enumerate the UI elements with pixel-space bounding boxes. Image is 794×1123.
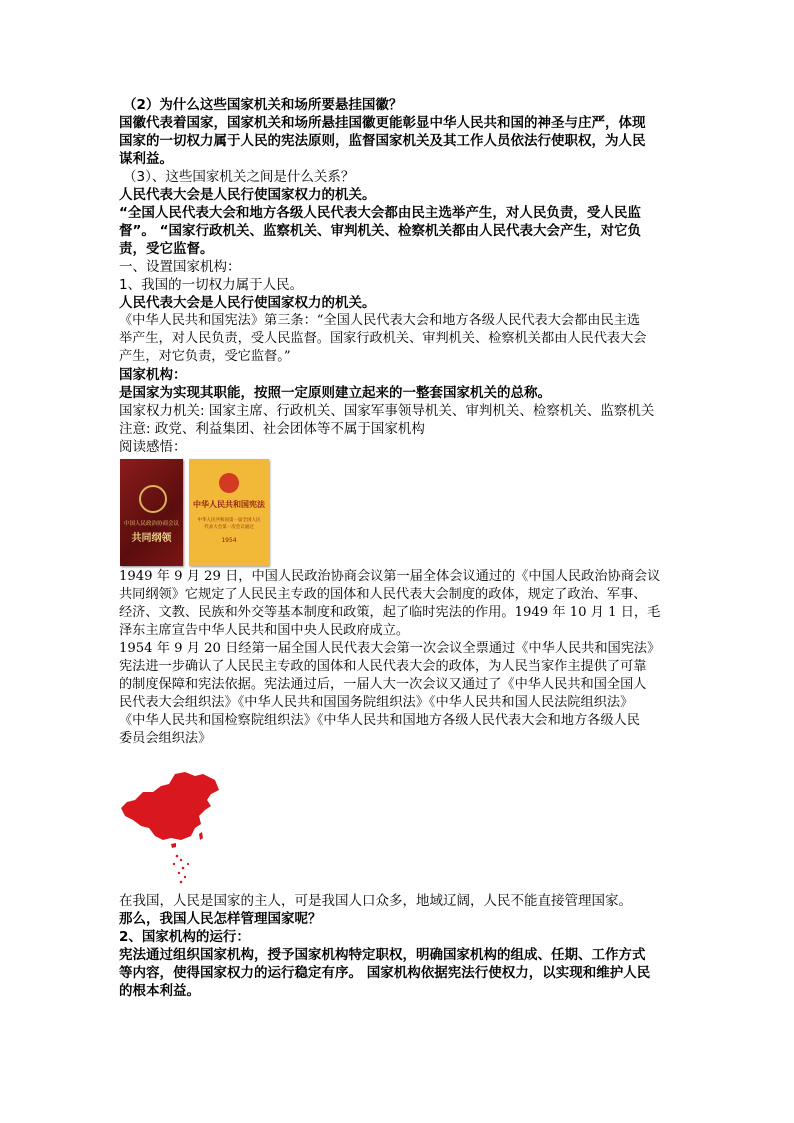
- china-map-image: [119, 770, 223, 888]
- emblem-icon: [139, 485, 167, 513]
- book2-small-text: 中华人民共和国第一届全国人民代表大会第一次会议通过: [197, 518, 261, 530]
- answer-line: 国家的一切权力属于人民的宪法原则，监督国家机关及其工作人员依法行使职权，为人民: [119, 133, 646, 149]
- constitution-quote: 举产生，对人民负责，受人民监督。国家行政机关、审判机关、检察机关都由人民代表大会: [119, 331, 647, 346]
- text-line: 1、我国的一切权力属于人民。: [119, 277, 304, 293]
- quote-line: “全国人民代表大会和地方各级人民代表大会都由民主选举产生，对人民负责，受人民监: [119, 205, 641, 221]
- history-line: 委员会组织法》: [119, 731, 212, 746]
- quote-line: 督”。 “国家行政机关、监察机关、审判机关、检察机关都由人民代表大会产生，对它负: [119, 223, 641, 239]
- bold-statement: 人民代表大会是人民行使国家权力的机关。: [119, 187, 376, 203]
- question-2: （2）为什么这些国家机关和场所要悬挂国徽？: [123, 97, 403, 113]
- south-sea-islands: [173, 855, 189, 884]
- constitution-quote: 《中华人民共和国宪法》第三条：“全国人民代表大会和地方各级人民代表大会都由民主选: [119, 313, 641, 328]
- book2-year: 1954: [221, 537, 237, 544]
- answer-line: 国徽代表着国家，国家机关和场所悬挂国徽更能彰显中华人民共和国的神圣与庄严，体现: [119, 115, 646, 131]
- history-line: 宪法进一步确认了人民民主专政的国体和人民代表大会的政体，为人民当家作主提供了可靠: [119, 659, 647, 674]
- history-line: 1954 年 9 月 20 日经第一届全国人民代表大会第一次会议全票通过《中华人民共和国宪法》: [119, 641, 661, 656]
- section-heading: 2、国家机构的运行：: [119, 929, 250, 945]
- history-line: 泽东主席宣告中华人民共和国中央人民政府成立。: [119, 623, 410, 638]
- hainan-shape: [171, 843, 176, 848]
- bold-statement: 人民代表大会是人民行使国家权力的机关。: [119, 295, 376, 311]
- section-heading: 一、设置国家机构：: [119, 259, 241, 275]
- bold-question: 那么，我国人民怎样管理国家呢？: [119, 911, 322, 927]
- history-line: 经济、文教、民族和外交等基本制度和政策，起了临时宪法的作用。1949 年 10 月 1 日，毛: [119, 605, 661, 620]
- bold-paragraph-line: 宪法通过组织国家机构，授予国家机构特定职权，明确国家机构的组成、任期、工作方式: [119, 947, 646, 963]
- bold-paragraph-line: 的根本利益。: [119, 983, 200, 999]
- quote-line: 责，受它监督。: [119, 241, 214, 257]
- question-3: （3）、这些国家机关之间是什么关系？: [123, 169, 355, 185]
- history-line: 1949 年 9 月 29 日，中国人民政治协商会议第一届全体会议通过的《中国人民政治协商会议: [119, 569, 661, 584]
- book1-small-title: 中国人民政治协商会议: [124, 521, 180, 527]
- definition: 是国家为实现其职能，按照一定原则建立起来的一整套国家机关的总称。: [119, 385, 551, 401]
- answer-line: 谋利益。: [119, 151, 173, 167]
- bold-paragraph-line: 等内容，使得国家权力的运行稳定有序。 国家机构依据宪法行使权力，以实现和维护人民: [119, 965, 651, 981]
- text-line: 国家权力机关: 国家主席、行政机关、国家军事领导机关、审判机关、检察机关、监察机关: [119, 403, 655, 419]
- history-line: 民代表大会组织法》《中华人民共和国国务院组织法》《中华人民共和国人民法院组织法》: [119, 695, 634, 710]
- china-mainland-shape: [121, 772, 219, 840]
- emblem-icon: [219, 473, 239, 493]
- books-image: [120, 459, 679, 566]
- reading-heading: 阅读感悟：: [119, 439, 187, 455]
- note-line: 注意: 政党、利益集团、社会团体等不属于国家机构: [119, 421, 425, 437]
- constitution-book: [189, 459, 269, 566]
- history-line: 共同纲领》它规定了人民民主专政的国体和人民代表大会制度的政体，规定了政治、军事、: [119, 587, 647, 602]
- history-line: 的制度保障和宪法依据。宪法通过后，一届人大一次会议又通过了《中华人民共和国全国人: [119, 677, 647, 692]
- document-page: [119, 96, 679, 1000]
- book1-title: 共同纲领: [131, 533, 172, 544]
- constitution-quote: 产生，对它负责，受它监督。”: [119, 349, 291, 364]
- term-heading: 国家机构：: [119, 367, 187, 383]
- taiwan-shape: [199, 832, 203, 840]
- book2-title: 中华人民共和国宪法: [193, 500, 265, 509]
- text-line: 在我国，人民是国家的主人，可是我国人口众多，地域辽阔，人民不能直接管理国家。: [119, 893, 632, 909]
- common-program-book: [120, 459, 183, 566]
- history-line: 《中华人民共和国检察院组织法》《中华人民共和国地方各级人民代表大会和地方各级人民: [119, 713, 640, 728]
